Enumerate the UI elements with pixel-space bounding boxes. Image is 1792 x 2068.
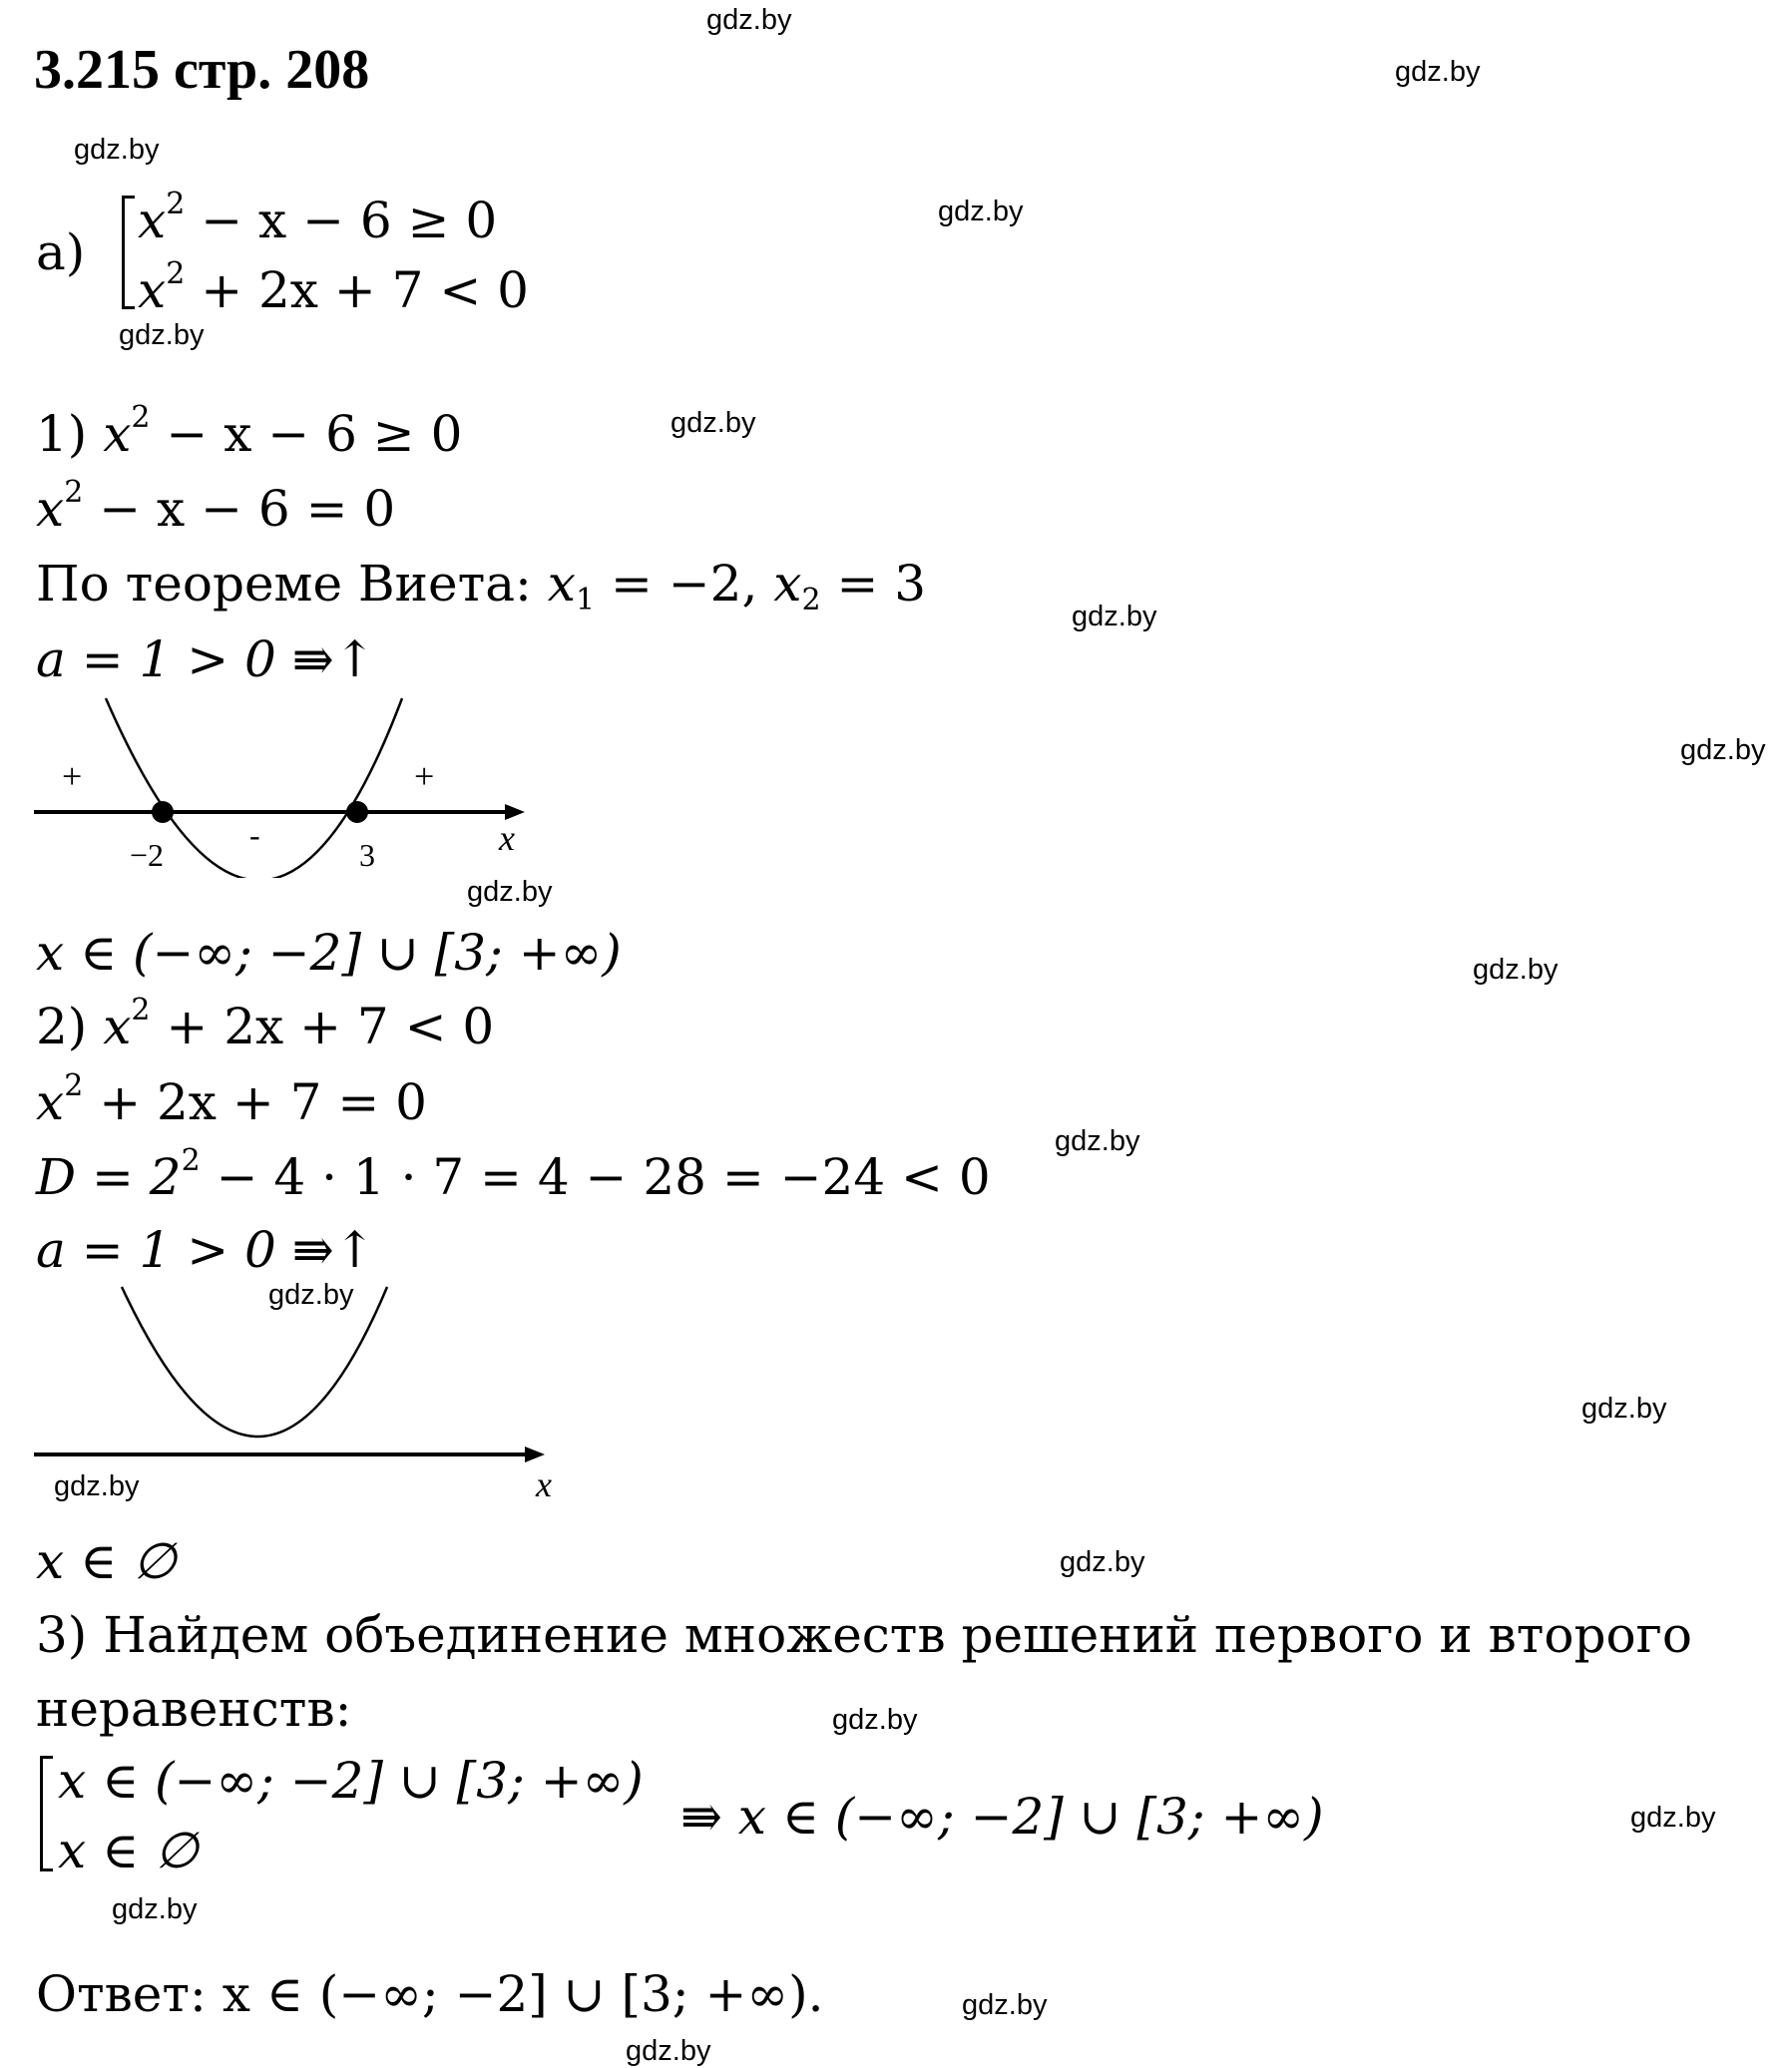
- system-bracket: [122, 196, 135, 309]
- step2-result: x ∈ ∅: [36, 1532, 177, 1590]
- watermark: gdz.by: [74, 134, 160, 166]
- sign-plus-left: +: [62, 756, 83, 796]
- watermark: gdz.by: [938, 196, 1024, 227]
- step1-result: x ∈ (−∞; −2] ∪ [3; +∞): [36, 924, 622, 982]
- watermark: gdz.by: [119, 319, 205, 351]
- system-inequality-1: $x^2 - x - 6 \ge 0$: [138, 187, 498, 249]
- step2-coefficient: a = 1 > 0 ⇛↑: [36, 1221, 376, 1279]
- step3-system-line2: x ∈ ∅: [58, 1822, 199, 1879]
- axis-label: x: [499, 818, 515, 858]
- step3-conclusion: ⇛ x ∈ (−∞; −2] ∪ [3; +∞): [680, 1788, 1324, 1846]
- step2-equation: $x^2 + 2x + 7 = 0$: [36, 1068, 427, 1131]
- axis-label: x: [536, 1464, 552, 1501]
- watermark: gdz.by: [1055, 1125, 1140, 1157]
- step1-vieta: По теореме Виета: $x_1 = -2$, $x_2 = 3$: [36, 555, 927, 618]
- watermark: gdz.by: [1395, 56, 1481, 88]
- watermark: gdz.by: [1680, 734, 1766, 766]
- step3-system-line1: x ∈ (−∞; −2] ∪ [3; +∞): [58, 1752, 644, 1810]
- watermark: gdz.by: [1473, 954, 1559, 986]
- watermark: gdz.by: [268, 1279, 354, 1311]
- x-axis-arrow: [525, 1447, 545, 1462]
- watermark: gdz.by: [962, 1989, 1048, 2021]
- watermark: gdz.by: [54, 1470, 140, 1502]
- watermark: gdz.by: [832, 1704, 918, 1736]
- sign-minus: -: [249, 817, 260, 853]
- sign-plus-right: +: [414, 756, 435, 796]
- step1-inequality: 1) $x^2 - x - 6 \ge 0$: [36, 400, 463, 463]
- tick-label-right: 3: [359, 837, 375, 873]
- root-point-left: [152, 801, 174, 823]
- watermark: gdz.by: [671, 407, 756, 439]
- watermark: gdz.by: [112, 1893, 198, 1925]
- part-label: а): [36, 223, 86, 281]
- step3-text-line2: неравенств:: [36, 1680, 352, 1738]
- watermark: gdz.by: [1060, 1546, 1145, 1578]
- watermark: gdz.by: [1581, 1393, 1667, 1425]
- page-title: 3.215 стр. 208: [34, 39, 370, 101]
- step2-parabola-graph: [0, 1282, 579, 1501]
- watermark: gdz.by: [1072, 601, 1157, 632]
- parabola-curve: [122, 1287, 387, 1437]
- watermark: gdz.by: [706, 4, 792, 36]
- root-point-right: [346, 801, 368, 823]
- watermark: gdz.by: [467, 876, 553, 908]
- step3-text-line1: 3) Найдем объединение множеств решений первого и второго: [36, 1606, 1692, 1664]
- tick-label-left: −2: [130, 837, 165, 873]
- step1-equation: $x^2 - x - 6 = 0$: [36, 475, 396, 538]
- step2-inequality: 2) $x^2 + 2x + 7 < 0$: [36, 993, 495, 1055]
- system-bracket: [40, 1756, 53, 1871]
- answer: Ответ: x ∈ (−∞; −2] ∪ [3; +∞).: [36, 1965, 824, 2023]
- step1-parabola-graph: [0, 688, 559, 878]
- watermark: gdz.by: [1630, 1802, 1716, 1834]
- watermark: gdz.by: [626, 2035, 711, 2067]
- system-inequality-2: $x^2 + 2x + 7 < 0$: [138, 256, 529, 319]
- step1-coefficient: a = 1 > 0 ⇛↑: [36, 630, 376, 688]
- step2-discriminant: $D = 2^2 - 4 \cdot 1 \cdot 7 = 4 - 28 = -24 < 0$: [36, 1143, 991, 1206]
